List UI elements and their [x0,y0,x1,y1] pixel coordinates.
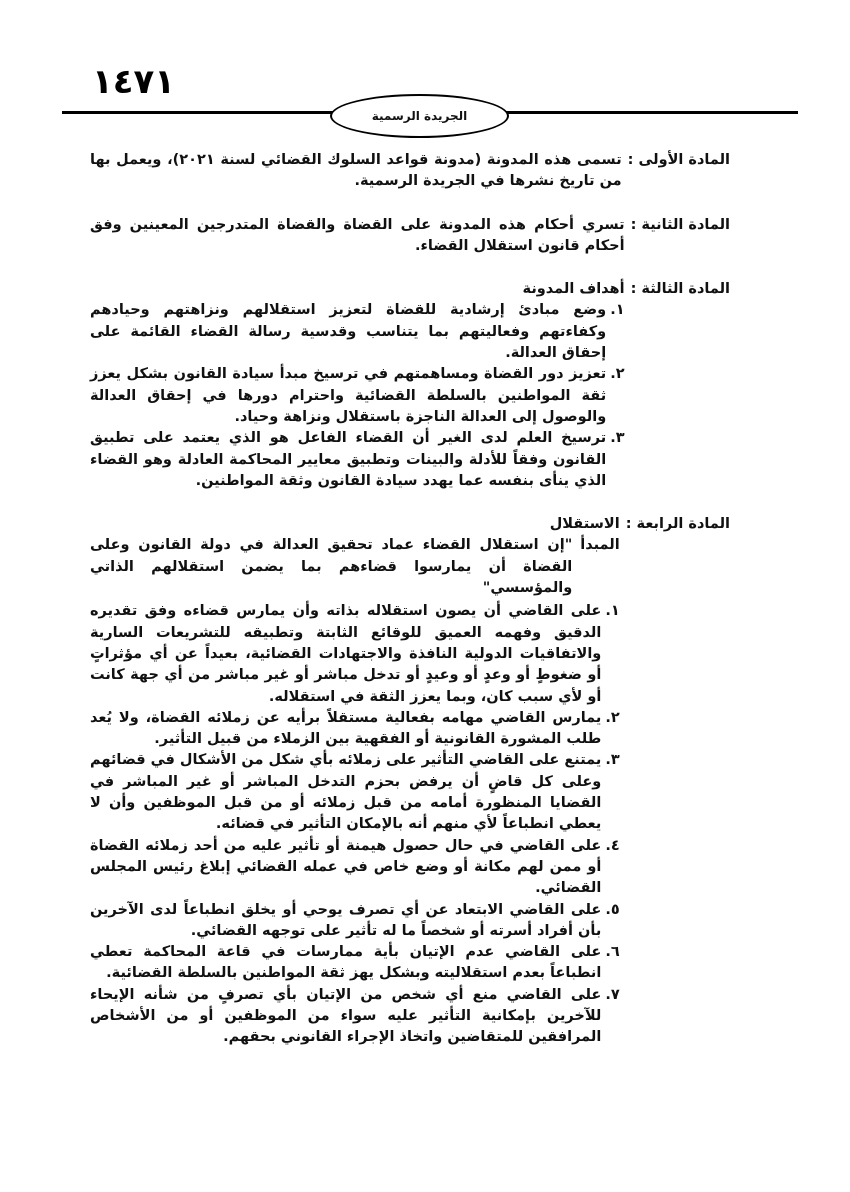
item-number: ٣. [610,430,625,447]
item-text: على القاضي أن يصون استقلاله بذاته وأن يمارس قضاءه وفق تقديره الدقيق وفهمه العميق للوقائع الثابتة وتطبيقه للتشريعات السارية والاتفاقيات الدولية النافذة والاجتهادات القضائية، بعيداً عن أي مؤثراتٍ أو ضغوطٍ أو وعدٍ أو وعيدٍ أو تدخل مباشر أو غير مباشر من أي جهة كانت أو لأي سبب كان، وبما يعزز الثقة في استقلاله. [90,603,602,705]
article-3 [90,279,730,492]
list-item [90,750,620,835]
item-text: يمتنع على القاضي التأثير على زملائه بأي شكل من الأشكال في قضائهم وعلى كل قاضٍ أن يرفض بحزم التدخل المباشر أو غير المباشر في القضايا المنظورة أمامه من قبل زملائه أو من قبل الموظفين وأن لا يعطي انطباعاً لأي منهم أنه بالإمكان التأثير في قضائه. [90,752,602,833]
article-2 [90,215,730,258]
item-text: على القاضي عدم الإتيان بأية ممارسات في قاعة المحاكمة تعطي انطباعاً بعدم استقلاليته وبشكل يهز ثقة المواطنين بالسلطة القضائية. [90,944,602,982]
list-item [90,300,625,364]
item-text: على القاضي منع أي شخص من الإتيان بأي تصرفٍ من شأنه الإيحاء للآخرين بإمكانية التأثير عليه سواء من الموظفين أو من الأشخاص المرافقين للمتقاضين واتخاذ الإجراء القانوني بحقهم. [90,986,602,1046]
item-number: ٢. [610,366,625,383]
principle-text: "إن استقلال القضاء عماد تحقيق العدالة في دولة القانون وعلى القضاة أن يمارسوا قضاءهم بما يضمن استقلالهم الذاتي والمؤسسي" [90,537,573,597]
item-number: ٤. [605,837,620,854]
article-3-label: المادة الثالثة : [630,281,730,298]
item-number: ١. [610,302,625,319]
item-text: وضع مبادئ إرشادية للقضاة لتعزيز استقلالهم ونزاهتهم وحيادهم وكفاءتهم وفعاليتهم بما يتناسب وقدسية رسالة القضاء القائمة على إحقاق العدالة. [90,302,607,362]
document-body [90,150,730,1071]
article-3-heading: أهداف المدونة [522,281,625,298]
item-text: ترسيخ العلم لدى الغير أن القضاء الفاعل هو الذي يعتمد على تطبيق القانون وفقاً للأدلة والبينات وتطبيق معايير المحاكمة العادلة وهو القضاء الذي ينأى بنفسه عما يهدد سيادة القانون وثقة المواطنين. [90,430,607,489]
principle-label: المبدأ [580,537,620,554]
item-number: ٢. [605,709,620,726]
list-item [90,900,620,943]
item-text: على القاضي الابتعاد عن أي تصرف يوحي أو يخلق انطباعاً لدى الآخرين بأن أفراد أسرته أو شخصاً ما له تأثير على توجهه القضائي. [90,901,602,939]
list-item [90,836,620,900]
article-3-list [90,300,625,492]
list-item [90,708,620,751]
article-4-heading: الاستقلال [549,516,620,533]
article-1-text: تسمى هذه المدونة (مدونة قواعد السلوك القضائي لسنة ٢٠٢١)، ويعمل بها من تاريخ نشرها في الجريدة الرسمية. [90,152,622,190]
item-text: تعزيز دور القضاة ومساهمتهم في ترسيخ مبدأ سيادة القانون بشكل يعزز ثقة المواطنين بالسلطة القضائية واحترام دورها في إحقاق العدالة والوصول إلى العدالة الناجزة باستقلال ونزاهة وحياد. [90,366,607,425]
article-4-label: المادة الرابعة : [625,516,730,533]
item-text: يمارس القاضي مهامه بفعالية مستقلاً برأيه عن زملائه القضاة، ولا يُعد طلب المشورة القانونية أو الفقهية بين الزملاء من قبيل التأثير. [90,709,602,748]
item-text: على القاضي في حال حصول هيمنة أو تأثير عليه من أحد زملائه القضاة أو ممن لهم مكانة أو وضع خاص في عمله القضائي إبلاغ رئيس المجلس القضائي. [90,837,602,897]
list-item [90,428,625,492]
list-item [90,364,625,428]
list-item [90,601,620,707]
principle [90,535,620,599]
item-number: ٧. [605,986,620,1003]
item-number: ٦. [605,944,620,961]
list-item [90,942,620,985]
article-2-text: تسري أحكام هذه المدونة على القضاة والقضاة المتدرجين المعينين وفق أحكام قانون استقلال القضاء. [90,216,625,254]
article-1 [90,150,730,193]
page-number: ١٤٧١ [92,62,176,102]
list-item [90,985,620,1049]
item-number: ٥. [605,901,620,918]
masthead-oval [330,94,509,138]
article-4-list [90,601,620,1048]
article-2-label: المادة الثانية : [630,216,730,233]
item-number: ٣. [605,752,620,769]
article-4 [90,514,730,1048]
masthead-title: الجريدة الرسمية [371,109,468,123]
item-number: ١. [605,603,620,620]
article-1-label: المادة الأولى : [627,152,730,168]
